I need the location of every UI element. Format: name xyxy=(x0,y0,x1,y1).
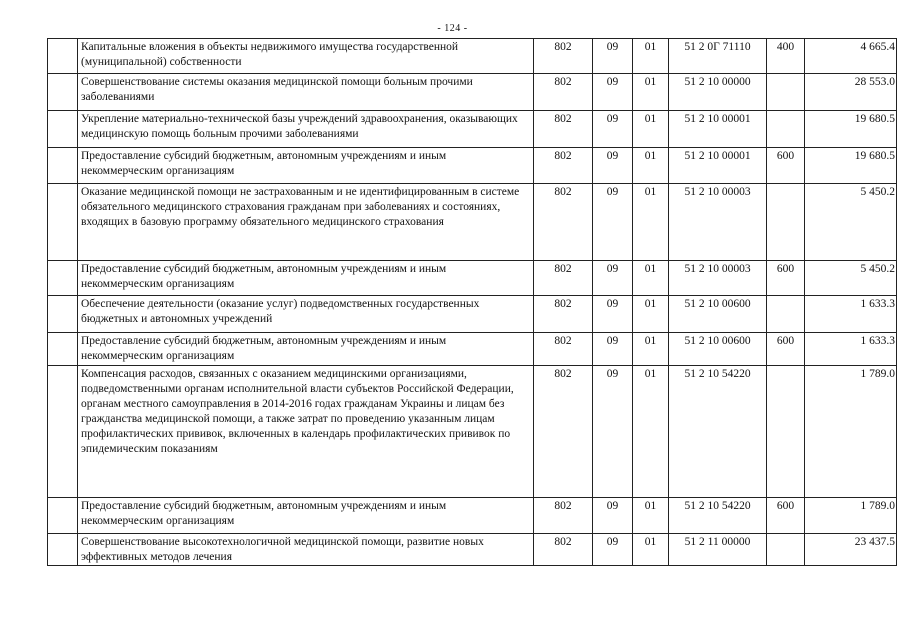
expense-name: Предоставление субсидий бюджетным, автономным учреждениям и иным некоммерческим организациям xyxy=(78,261,534,296)
subsection-code: 01 xyxy=(633,111,669,148)
target-article: 51 2 10 54220 xyxy=(669,498,767,534)
expense-type xyxy=(767,366,805,498)
section-code: 09 xyxy=(593,74,633,111)
expense-name: Капитальные вложения в объекты недвижимого имущества государственной (муниципальной) собственности xyxy=(78,39,534,74)
section-code: 09 xyxy=(593,148,633,184)
ministry-code: 802 xyxy=(534,39,593,74)
table-row xyxy=(48,111,897,148)
ministry-code: 802 xyxy=(534,333,593,366)
ministry-code: 802 xyxy=(534,148,593,184)
expense-name: Предоставление субсидий бюджетным, автономным учреждениям и иным некоммерческим организациям xyxy=(78,498,534,534)
row-margin-cell xyxy=(48,74,78,111)
expense-type xyxy=(767,296,805,333)
subsection-code: 01 xyxy=(633,366,669,498)
ministry-code: 802 xyxy=(534,261,593,296)
target-article: 51 2 10 00001 xyxy=(669,148,767,184)
row-margin-cell xyxy=(48,296,78,333)
section-code: 09 xyxy=(593,498,633,534)
row-margin-cell xyxy=(48,498,78,534)
page-number: - 124 - xyxy=(437,23,468,34)
amount: 1 789.0 xyxy=(805,366,897,498)
expense-type: 600 xyxy=(767,261,805,296)
expense-type: 600 xyxy=(767,333,805,366)
amount: 5 450.2 xyxy=(805,184,897,261)
target-article: 51 2 10 00600 xyxy=(669,333,767,366)
ministry-code: 802 xyxy=(534,74,593,111)
amount: 4 665.4 xyxy=(805,39,897,74)
table-row xyxy=(48,74,897,111)
amount: 5 450.2 xyxy=(805,261,897,296)
amount: 19 680.5 xyxy=(805,111,897,148)
target-article: 51 2 10 00003 xyxy=(669,261,767,296)
table-row xyxy=(48,366,897,498)
ministry-code: 802 xyxy=(534,296,593,333)
row-margin-cell xyxy=(48,333,78,366)
amount: 23 437.5 xyxy=(805,534,897,566)
ministry-code: 802 xyxy=(534,111,593,148)
table-row xyxy=(48,148,897,184)
amount: 19 680.5 xyxy=(805,148,897,184)
expense-name: Предоставление субсидий бюджетным, автономным учреждениям и иным некоммерческим организациям xyxy=(78,333,534,366)
amount: 28 553.0 xyxy=(805,74,897,111)
section-code: 09 xyxy=(593,111,633,148)
table-row xyxy=(48,39,897,74)
expense-name: Обеспечение деятельности (оказание услуг) подведомственных государственных бюджетных и автономных учреждений xyxy=(78,296,534,333)
row-margin-cell xyxy=(48,111,78,148)
subsection-code: 01 xyxy=(633,184,669,261)
target-article: 51 2 10 00001 xyxy=(669,111,767,148)
section-code: 09 xyxy=(593,296,633,333)
expense-type: 400 xyxy=(767,39,805,74)
subsection-code: 01 xyxy=(633,39,669,74)
expense-type: 600 xyxy=(767,148,805,184)
table-row xyxy=(48,333,897,366)
subsection-code: 01 xyxy=(633,74,669,111)
subsection-code: 01 xyxy=(633,534,669,566)
table-row xyxy=(48,498,897,534)
expense-type xyxy=(767,534,805,566)
expense-type: 600 xyxy=(767,498,805,534)
ministry-code: 802 xyxy=(534,498,593,534)
expense-name: Компенсация расходов, связанных с оказанием медицинскими организациями, подведомственными органам исполнительной власти субъектов Российской Федерации, органам местного самоуправления в 2014-2016 годах гражданам Украины и лицам без гражданства медицинской помощи, а также затрат по проведению указанным лицам профилактических прививок, включенных в календарь профилактических прививок по эпидемическим показаниям xyxy=(78,366,534,498)
amount: 1 633.3 xyxy=(805,296,897,333)
target-article: 51 2 10 00600 xyxy=(669,296,767,333)
section-code: 09 xyxy=(593,39,633,74)
row-margin-cell xyxy=(48,148,78,184)
amount: 1 789.0 xyxy=(805,498,897,534)
row-margin-cell xyxy=(48,261,78,296)
expense-type xyxy=(767,74,805,111)
row-margin-cell xyxy=(48,39,78,74)
expense-name: Совершенствование высокотехнологичной медицинской помощи, развитие новых эффективных методов лечения xyxy=(78,534,534,566)
expense-name: Предоставление субсидий бюджетным, автономным учреждениям и иным некоммерческим организациям xyxy=(78,148,534,184)
expense-type xyxy=(767,184,805,261)
subsection-code: 01 xyxy=(633,498,669,534)
row-margin-cell xyxy=(48,184,78,261)
section-code: 09 xyxy=(593,261,633,296)
table-row xyxy=(48,296,897,333)
target-article: 51 2 10 00000 xyxy=(669,74,767,111)
target-article: 51 2 11 00000 xyxy=(669,534,767,566)
row-margin-cell xyxy=(48,366,78,498)
target-article: 51 2 0Г 71110 xyxy=(669,39,767,74)
ministry-code: 802 xyxy=(534,184,593,261)
expense-name: Укрепление материально-технической базы учреждений здравоохранения, оказывающих медицинскую помощь больным прочими заболеваниями xyxy=(78,111,534,148)
table-row xyxy=(48,534,897,566)
budget-table xyxy=(47,38,897,566)
table-row xyxy=(48,261,897,296)
target-article: 51 2 10 54220 xyxy=(669,366,767,498)
section-code: 09 xyxy=(593,184,633,261)
section-code: 09 xyxy=(593,534,633,566)
subsection-code: 01 xyxy=(633,333,669,366)
subsection-code: 01 xyxy=(633,261,669,296)
section-code: 09 xyxy=(593,333,633,366)
target-article: 51 2 10 00003 xyxy=(669,184,767,261)
expense-name: Оказание медицинской помощи не застрахованным и не идентифицированным в системе обязательного медицинского страхования гражданам при заболеваниях и состояниях, входящих в базовую программу обязательного медицинского страхования xyxy=(78,184,534,261)
ministry-code: 802 xyxy=(534,366,593,498)
row-margin-cell xyxy=(48,534,78,566)
ministry-code: 802 xyxy=(534,534,593,566)
table-body xyxy=(48,39,897,566)
table-row xyxy=(48,184,897,261)
subsection-code: 01 xyxy=(633,296,669,333)
subsection-code: 01 xyxy=(633,148,669,184)
expense-type xyxy=(767,111,805,148)
expense-name: Совершенствование системы оказания медицинской помощи больным прочими заболеваниями xyxy=(78,74,534,111)
section-code: 09 xyxy=(593,366,633,498)
amount: 1 633.3 xyxy=(805,333,897,366)
